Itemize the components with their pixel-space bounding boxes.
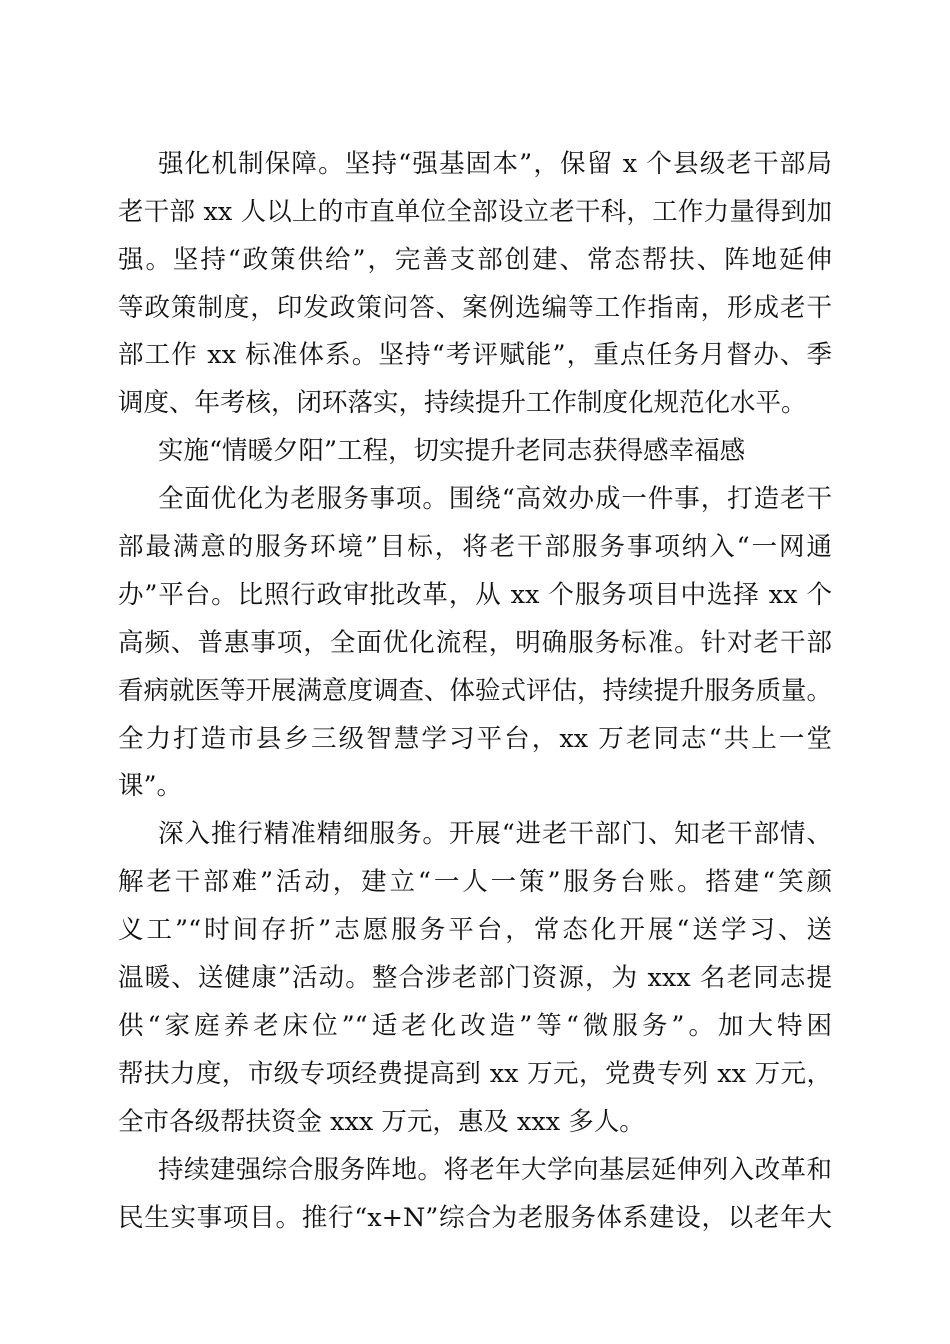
- text-line: 解老干部难”活动，建立“一人一策”服务台账。搭建“笑颜: [118, 867, 832, 897]
- text-line: 强化机制保障。坚持“强基固本”，保留 x 个县级老干部局: [158, 149, 832, 179]
- text-line: 深入推行精准精细服务。开展“进老干部门、知老干部情、: [158, 819, 832, 849]
- text-line: 老干部 xx 人以上的市直单位全部设立老干科，工作力量得到加: [118, 197, 832, 227]
- text-line: 等政策制度，印发政策问答、案例选编等工作指南，形成老干: [118, 293, 832, 323]
- text-line: 全市各级帮扶资金 xxx 万元，惠及 xxx 多人。: [118, 1107, 645, 1137]
- text-line: 高频、普惠事项，全面优化流程，明确服务标准。针对老干部: [118, 628, 832, 658]
- section-heading: 实施“情暖夕阳”工程，切实提升老同志获得感幸福感: [158, 436, 746, 466]
- text-line: 课”。: [118, 771, 183, 801]
- text-line: 全力打造市县乡三级智慧学习平台，xx 万老同志“共上一堂: [118, 724, 832, 754]
- text-line: 部工作 xx 标准体系。坚持“考评赋能”，重点任务月督办、季: [118, 340, 832, 370]
- text-line: 温暖、送健康”活动。整合涉老部门资源，为 xxx 名老同志提: [118, 963, 832, 993]
- text-line: 帮扶力度，市级专项经费提高到 xx 万元，党费专列 xx 万元，: [118, 1059, 832, 1089]
- text-line: 义工”“时间存折”志愿服务平台，常态化开展“送学习、送: [118, 915, 832, 945]
- text-line: 办”平台。比照行政审批改革，从 xx 个服务项目中选择 xx 个: [118, 580, 832, 610]
- text-line: 看病就医等开展满意度调查、体验式评估，持续提升服务质量。: [118, 676, 833, 706]
- text-line: 调度、年考核，闭环落实，持续提升工作制度化规范化水平。: [118, 388, 807, 418]
- text-line: 部最满意的服务环境”目标，将老干部服务事项纳入“一网通: [118, 532, 832, 562]
- text-line: 供“家庭养老床位”“适老化改造”等“微服务”。加大特困: [118, 1011, 832, 1041]
- text-line: 全面优化为老服务事项。围绕“高效办成一件事，打造老干: [158, 484, 832, 514]
- text-line: 强。坚持“政策供给”，完善支部创建、常态帮扶、阵地延伸: [118, 245, 832, 275]
- text-line: 持续建强综合服务阵地。将老年大学向基层延伸列入改革和: [158, 1155, 832, 1185]
- text-line: 民生实事项目。推行“x+N”综合为老服务体系建设，以老年大: [118, 1203, 832, 1233]
